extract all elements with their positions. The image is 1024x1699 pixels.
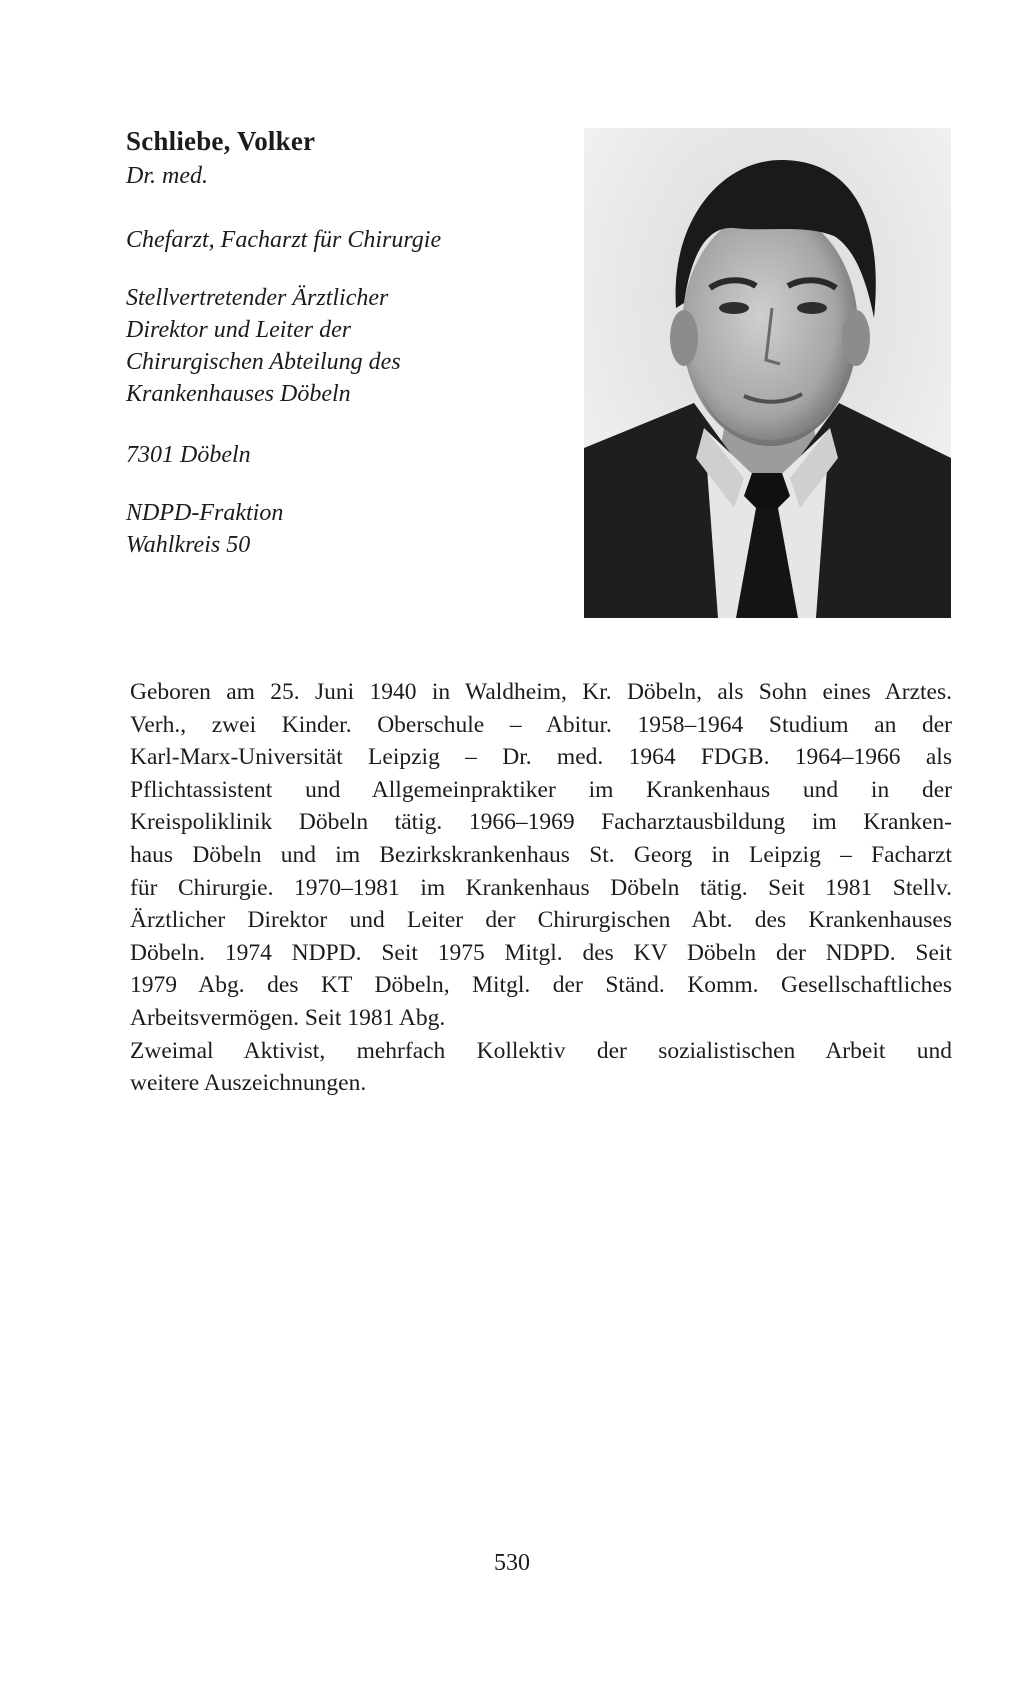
position-block [126,282,401,410]
academic-title: Dr. med. [126,163,208,189]
position-line: Krankenhauses Döbeln [126,381,351,407]
city: 7301 Döbeln [126,442,251,468]
position-line: Stellvertretender Ärztlicher [126,285,389,311]
biography-line: Verh., zwei Kinder. Oberschule – Abitur. 1958–1964 Studium an der [130,711,952,738]
faction-block [126,497,283,561]
biography-line: Döbeln. 1974 NDPD. Seit 1975 Mitgl. des KV Döbeln der NDPD. Seit [130,939,952,966]
biography-line: für Chirurgie. 1970–1981 im Krankenhaus Döbeln tätig. Seit 1981 Stellv. [130,874,952,901]
faction: NDPD-Fraktion [126,500,284,526]
awards-line: Zweimal Aktivist, mehrfach Kollektiv der sozialistischen Arbeit und [130,1037,952,1064]
biography-line: Arbeitsvermögen. Seit 1981 Abg. [130,1004,446,1031]
page-number: 530 [494,1550,530,1576]
portrait-photo [584,128,951,618]
awards-line: weitere Auszeichnungen. [130,1070,367,1097]
biography-line: Kreispoliklinik Döbeln tätig. 1966–1969 Facharztausbildung im Kranken- [130,809,952,836]
position-line: Direktor und Leiter der [126,317,352,343]
biography-line: haus Döbeln und im Bezirkskrankenhaus St. Georg in Leipzig – Facharzt [130,841,952,868]
person-name: Schliebe, Volker [126,126,316,156]
biography [130,676,952,1100]
biography-line: 1979 Abg. des KT Döbeln, Mitgl. der Ständ. Komm. Gesellschaftliches [130,972,952,999]
biography-line: Karl-Marx-Universität Leipzig – Dr. med. 1964 FDGB. 1964–1966 als [130,744,952,771]
profession: Chefarzt, Facharzt für Chirurgie [126,227,442,253]
position-line: Chirurgischen Abteilung des [126,349,401,375]
biography-line: Geboren am 25. Juni 1940 in Waldheim, Kr. Döbeln, als Sohn eines Arztes. [130,679,952,705]
biography-line: Pflichtassistent und Allgemeinpraktiker im Krankenhaus und in der [130,776,952,803]
biography-line: Ärztlicher Direktor und Leiter der Chirurgischen Abt. des Krankenhauses [130,907,952,934]
constituency: Wahlkreis 50 [126,532,251,558]
